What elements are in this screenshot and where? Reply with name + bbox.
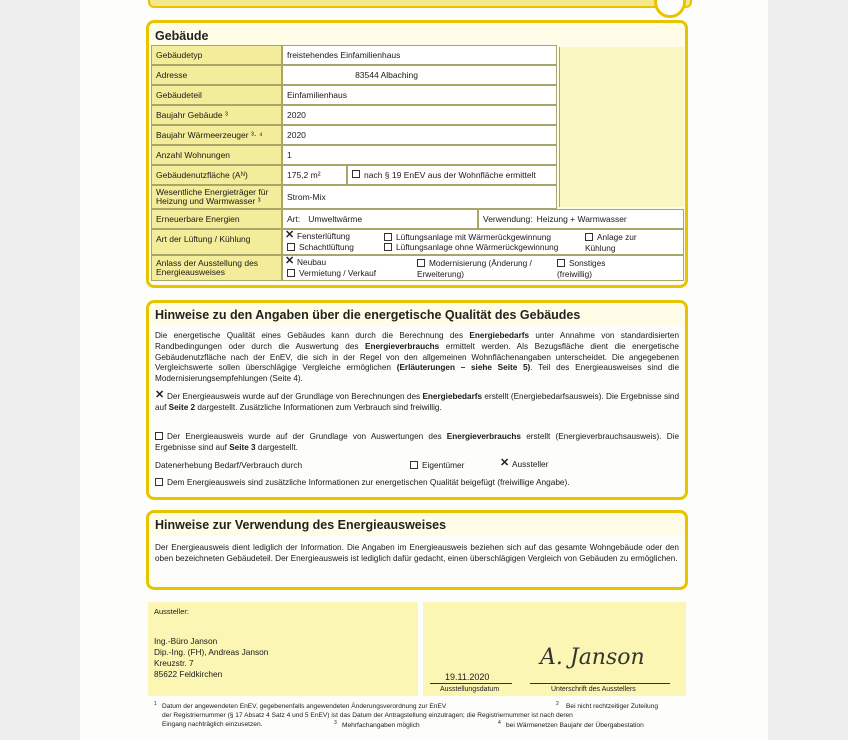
- label-gebaeudetyp: Gebäudetyp: [151, 45, 282, 65]
- hinweise-verwendung-title: Hinweise zur Verwendung des Energieausweises: [155, 518, 447, 532]
- bedarf-part-3: dargestellt. Zusätzliche Informationen zum Verbrauch sind freiwillig.: [197, 402, 442, 412]
- gebaeude-title: Gebäude: [155, 29, 209, 43]
- bedarf-part-2: erstellt (Energiebedarfsausweis). Die Ergebnisse sind auf: [155, 392, 679, 412]
- fensterlueftung-label: Fensterlüftung: [297, 231, 351, 241]
- erneuerbare-verw-value: Heizung + Warmwasser: [536, 214, 627, 224]
- label-energietraeger: Wesentliche Energieträger für Heizung und Warmwasser ³: [151, 185, 282, 209]
- footnote-2-number: 2: [556, 701, 559, 707]
- nutzflaeche-label-sub: N: [240, 172, 245, 178]
- checkbox-icon: [417, 259, 425, 267]
- bedarf-bold-1: Energiebedarfs: [422, 392, 483, 401]
- checkbox-icon: [287, 243, 295, 251]
- ausstellungsdatum-label: Ausstellungsdatum: [440, 686, 500, 693]
- schachtlueftung-label: Schachtlüftung: [299, 242, 354, 252]
- checkbox-checked-icon: ✕: [500, 457, 510, 470]
- aussteller-line-2: Dip.-Ing. (FH), Andreas Janson: [154, 647, 269, 657]
- top-frame-strip: [148, 0, 692, 8]
- nutzflaeche-label-text: Gebäudenutzfläche (A: [156, 170, 241, 180]
- verbrauch-part-2: erstellt (Energieverbrauchsausweis). Die Ergebnisse sind auf: [155, 432, 680, 452]
- footnote-1b: der Registriernummer (§ 17 Absatz 4 Satz 4 und 5 EnEV) ist das Datum der Antragstellung einzutragen; die Registriernummer ist nach deren: [162, 712, 573, 719]
- checkbox-nutzflaeche-wohnflaeche[interactable]: [352, 170, 360, 178]
- mit-wrg-label: Lüftungsanlage mit Wärmerückgewinnung: [396, 232, 551, 242]
- erneuerbare-art-value: Umweltwärme: [308, 214, 363, 224]
- value-erneuerbare-art: [282, 209, 478, 229]
- intro-bold-3: (Erläuterungen – siehe Seite 5): [396, 363, 531, 373]
- footnote-3: Mehrfachangaben möglich: [342, 722, 420, 729]
- value-anzahl-wohnungen: 1: [282, 145, 557, 165]
- value-gebaeudetyp: freistehendes Einfamilienhaus: [282, 45, 557, 65]
- label-erneuerbare: Erneuerbare Energien: [151, 209, 282, 229]
- value-adresse: 83544 Albaching: [282, 65, 557, 85]
- label-nutzflaeche: [151, 165, 282, 185]
- checkbox-checked-icon: ✕: [285, 255, 295, 268]
- option-lueftung-mit-wrg[interactable]: [384, 232, 551, 243]
- option-kuehlung[interactable]: [585, 232, 665, 253]
- photo-area: [559, 47, 684, 207]
- signature: A. Janson: [540, 645, 645, 670]
- verbrauch-part-3: dargestellt.: [257, 442, 298, 452]
- intro-part-1: Die energetische Qualität eines Gebäudes kann durch die Berechnung des: [155, 331, 464, 340]
- aussteller-line-4: 85622 Feldkirchen: [154, 669, 223, 679]
- checkbox-icon: [585, 233, 593, 241]
- erneuerbare-art-label: Art:: [287, 214, 301, 224]
- label-adresse: Adresse: [151, 65, 282, 85]
- value-gebaeudeteil: Einfamilienhaus: [282, 85, 557, 105]
- label-lueftung: Art der Lüftung / Kühlung: [151, 229, 282, 255]
- value-nutzflaeche: 175,2 m²: [282, 165, 347, 185]
- option-verbrauchsausweis[interactable]: [155, 432, 679, 454]
- aussteller-option-label: Aussteller: [512, 459, 549, 469]
- value-baujahr-gebaeude: 2020: [282, 105, 557, 125]
- kuehlung-label: Anlage zur Kühlung: [585, 232, 637, 253]
- label-baujahr-waermeerzeuger: Baujahr Wärmeerzeuger ³· ⁴: [151, 125, 282, 145]
- aussteller-label: Aussteller:: [154, 607, 190, 616]
- checkbox-icon: [155, 478, 163, 486]
- nutzflaeche-option-label: nach § 19 EnEV aus der Wohnfläche ermittelt: [364, 170, 536, 180]
- option-fensterlueftung[interactable]: [285, 231, 350, 242]
- footnote-1: Datum der angewendeten EnEV, gegebenenfalls angewendeten Änderungsverordnung zur EnEV: [162, 703, 447, 710]
- label-baujahr-gebaeude: Baujahr Gebäude ³: [151, 105, 282, 125]
- zusatz-label: Dem Energieausweis sind zusätzliche Informationen zur energetischen Qualität beigefügt (freiwillige Angabe).: [167, 477, 570, 487]
- label-anlass: Anlass der Ausstellung des Energieausweises: [151, 255, 282, 281]
- option-bedarfsausweis[interactable]: [155, 389, 679, 414]
- ohne-wrg-label: Lüftungsanlage ohne Wärmerückgewinnung: [396, 242, 559, 252]
- unterschrift-label: Unterschrift des Ausstellers: [551, 686, 636, 693]
- footnote-4: bei Wärmenetzen Baujahr der Übergabestation: [506, 722, 644, 729]
- signature-line: [530, 683, 670, 684]
- hinweise-intro: [155, 331, 679, 385]
- value-erneuerbare-verwendung: [478, 209, 684, 229]
- erneuerbare-verw-label: Verwendung:: [483, 214, 533, 224]
- value-energietraeger: Strom-Mix: [282, 185, 557, 209]
- checkbox-icon: [557, 259, 565, 267]
- option-zusatzinformationen[interactable]: [155, 477, 570, 488]
- neubau-label: Neubau: [297, 257, 327, 267]
- footnote-3-number: 3: [334, 720, 337, 726]
- sonstiges-label: Sonstiges (freiwillig): [557, 258, 606, 279]
- option-modernisierung[interactable]: [417, 258, 557, 279]
- option-schachtlueftung[interactable]: [287, 242, 354, 253]
- option-vermietung[interactable]: [287, 268, 376, 279]
- label-anzahl-wohnungen: Anzahl Wohnungen: [151, 145, 282, 165]
- option-lueftung-ohne-wrg[interactable]: [384, 242, 558, 253]
- verbrauch-part-1: Der Energieausweis wurde auf der Grundlage von Auswertungen des: [167, 432, 442, 441]
- modernisierung-label: Modernisierung (Änderung / Erweiterung): [417, 258, 532, 279]
- intro-bold-1: Energiebedarfs: [469, 331, 530, 340]
- aussteller-line-1: Ing.-Büro Janson: [154, 636, 218, 646]
- hinweise-verwendung-text: Der Energieausweis dient lediglich der Information. Die Angaben im Energieausweis beziehen sich auf das gesamte Wohngebäude oder den oben bezeichneten Gebäudeteil. Der Energieausweis ist lediglich dafür gedacht, einen überschlägigen Vergleich von Gebäuden zu ermöglichen.: [155, 543, 679, 563]
- option-neubau[interactable]: [285, 257, 326, 268]
- label-gebaeudeteil: Gebäudeteil: [151, 85, 282, 105]
- checkbox-icon: [384, 233, 392, 241]
- checkbox-checked-icon: ✕: [155, 389, 165, 402]
- intro-part-2: unter Annahme von standardisierten Randbedingungen oder durch die Auswertung des: [155, 331, 680, 351]
- bedarf-bold-2: Seite 2: [168, 402, 196, 412]
- nutzflaeche-label-close: ): [244, 170, 248, 180]
- option-eigentuemer[interactable]: [410, 460, 464, 471]
- datum-line: [430, 683, 512, 684]
- verbrauch-bold-2: Seite 3: [229, 442, 256, 452]
- footnote-4-number: 4: [498, 720, 501, 726]
- verbrauch-bold-1: Energieverbrauchs: [446, 432, 521, 441]
- vermietung-label: Vermietung / Verkauf: [299, 268, 377, 278]
- intro-part-4: . Teil des Energieausweises sind die Modernisierungsempfehlungen (Seite 4).: [155, 363, 679, 384]
- value-baujahr-waermeerzeuger: 2020: [282, 125, 557, 145]
- checkbox-icon: [155, 432, 163, 440]
- aussteller-line-3: Kreuzstr. 7: [154, 658, 194, 668]
- checkbox-icon: [384, 243, 392, 251]
- datenerhebung-label: Datenerhebung Bedarf/Verbrauch durch: [155, 460, 303, 470]
- checkbox-checked-icon: ✕: [285, 229, 295, 242]
- intro-bold-2: Energieverbrauchs: [365, 341, 440, 351]
- intro-part-3: ermittelt werden. Als Bezugsfläche dient die energetische Gebäudenutzfläche nach der EnEV, die sich in der Regel von den allgemeinen Wohnflächenangaben unterscheidet. Die angegebenen Vergleichswerte sollen überschlägige Vergleiche ermöglichen: [155, 341, 679, 373]
- footnote-2: Bei nicht rechtzeitiger Zuteilung: [566, 703, 658, 710]
- eigentuemer-label: Eigentümer: [422, 460, 465, 470]
- nutzflaeche-option: [347, 165, 557, 185]
- checkbox-icon: [410, 461, 418, 469]
- option-aussteller[interactable]: [500, 459, 548, 470]
- bedarf-part-1: Der Energieausweis wurde auf der Grundlage von Berechnungen des: [167, 392, 421, 401]
- hinweise-angaben-title: Hinweise zu den Angaben über die energetische Qualität des Gebäudes: [155, 308, 581, 322]
- option-sonstiges[interactable]: [557, 258, 637, 279]
- footnote-1c: Eingang nachträglich einzusetzen.: [162, 721, 263, 728]
- checkbox-icon: [287, 269, 295, 277]
- ausstellungsdatum-value: 19.11.2020: [445, 672, 490, 682]
- footnote-1-number: 1: [154, 701, 157, 707]
